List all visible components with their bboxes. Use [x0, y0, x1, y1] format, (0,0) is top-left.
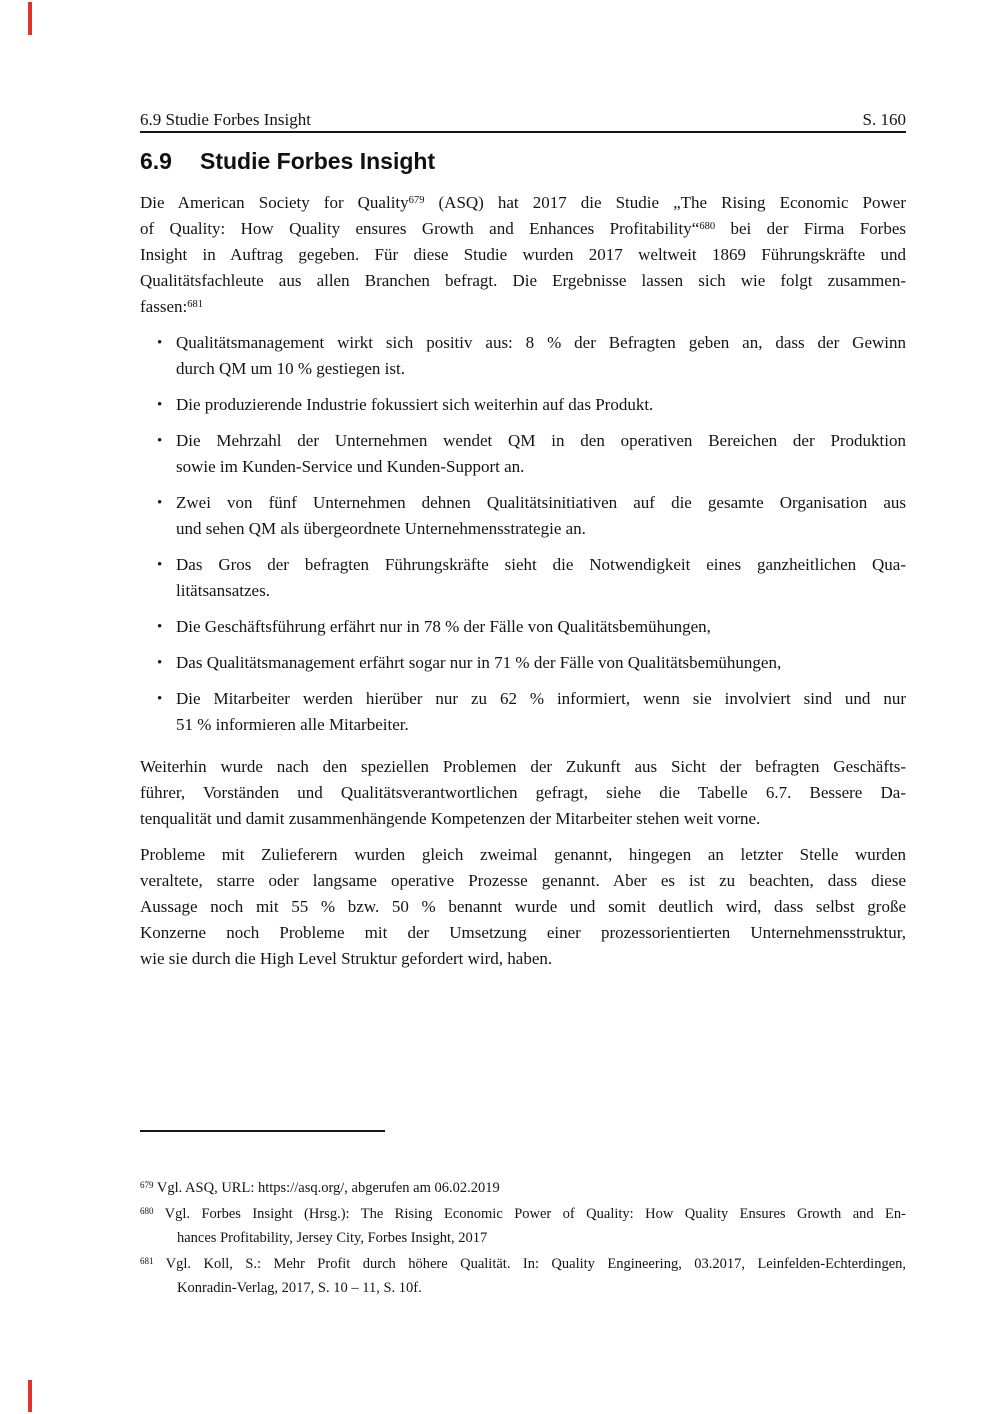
bullet-item	[140, 686, 906, 738]
bullet-icon: •	[157, 495, 163, 511]
running-header	[140, 110, 906, 130]
bullet-text: Die Mehrzahl der Unternehmen wendet QM in den operativen Bereichen der Produktion sowie im Kunden-Service und Kunden-Support an.	[176, 431, 906, 476]
bullet-item	[140, 490, 906, 542]
footnote-679: $^{679}$ Vgl. ASQ, URL: https://asq.org/, abgerufen am 06.02.2019	[140, 1179, 500, 1196]
section-heading	[140, 147, 435, 175]
bullet-item	[140, 650, 906, 676]
running-header-page-number: S. 160	[862, 110, 906, 129]
bullet-item	[140, 392, 906, 418]
bullet-icon: •	[157, 397, 163, 413]
bullet-icon: •	[157, 433, 163, 449]
page-edge-mark-bottom	[28, 1380, 32, 1412]
footnote-680: $^{680}$ Vgl. Forbes Insight (Hrsg.): The Rising Economic Power of Quality: How Quality Ensures Growth and En- hances Profitability, Jersey City, Forbes Insight, 2017	[140, 1205, 906, 1246]
bullet-text: Die Geschäftsführung erfährt nur in 78 % der Fälle von Qualitätsbemühungen,	[176, 617, 711, 636]
bullet-list	[140, 330, 906, 748]
bullet-text: Das Gros der befragten Führungskräfte sieht die Notwendigkeit eines ganzheitlichen Qua- litätsansatzes.	[176, 555, 906, 600]
bullet-text: Das Qualitätsmanagement erfährt sogar nur in 71 % der Fälle von Qualitätsbemühungen,	[176, 653, 782, 672]
bullet-text: Qualitätsmanagement wirkt sich positiv aus: 8 % der Befragten geben an, dass der Gewinn durch QM um 10 % gestiegen ist.	[176, 333, 906, 378]
bullet-icon: •	[157, 619, 163, 635]
page-edge-mark-top	[28, 2, 32, 35]
paragraph-supplier-problems: Probleme mit Zulieferern wurden gleich zweimal genannt, hingegen an letzter Stelle wurden veraltete, starre oder langsame operative Prozesse genannt. Aber es ist zu beachten, dass diese Aussage noch mit 55 % bzw. 50 % benannt wurde und somit deutlich wird, dass selbst große Konzerne noch Probleme mit der Umsetzung einer prozessorientierten Unternehmensstruktur, wie sie durch die High Level Struktur gefordert wird, haben.	[140, 845, 906, 968]
section-title: Studie Forbes Insight	[200, 148, 436, 174]
section-number: 6.9	[140, 148, 172, 174]
bullet-item	[140, 428, 906, 480]
bullet-text: Die Mitarbeiter werden hierüber nur zu 62 % informiert, wenn sie involviert sind und nur 51 % informieren alle Mitarbeiter.	[176, 689, 906, 734]
bullet-icon: •	[157, 691, 163, 707]
bullet-text: Zwei von fünf Unternehmen dehnen Qualitätsinitiativen auf die gesamte Organisation aus und sehen QM als übergeordnete Unternehmensstrategie an.	[176, 493, 906, 538]
header-rule	[140, 131, 906, 133]
running-header-title: 6.9 Studie Forbes Insight	[140, 110, 311, 129]
intro-paragraph: Die American Society for Quality$^{679}$ (ASQ) hat 2017 die Studie „The Rising Economic Power of Quality: How Quality ensures Growth and Enhances Profitability“$^{680}$ bei der Firma Forbes Insight in Auftrag gegeben. Für diese Studie wurden 2017 weltweit 1869 Führungskräfte und Qualitätsfachleute aus allen Branchen befragt. Die Ergebnisse lassen sich wie folgt zusammen- fassen:$^{681}$	[140, 193, 907, 316]
bullet-text: Die produzierende Industrie fokussiert sich weiterhin auf das Produkt.	[176, 395, 654, 414]
footnotes	[140, 1176, 906, 1302]
footnote-separator	[140, 1130, 385, 1132]
bullet-icon: •	[157, 655, 163, 671]
bullet-icon: •	[157, 557, 163, 573]
bullet-item	[140, 552, 906, 604]
bullet-item	[140, 614, 906, 640]
bullet-item	[140, 330, 906, 382]
bullet-icon: •	[157, 335, 163, 351]
footnote-681: $^{681}$ Vgl. Koll, S.: Mehr Profit durch höhere Qualität. In: Quality Engineering, 03.2017, Leinfelden-Echterdingen, Konradin-Verlag, 2017, S. 10 – 11, S. 10f.	[140, 1255, 907, 1296]
paragraph-future-problems: Weiterhin wurde nach den speziellen Problemen der Zukunft aus Sicht der befragten Geschäfts- führer, Vorständen und Qualitätsverantwortlichen gefragt, siehe die Tabelle 6.7. Bessere Da- tenqualität und damit zusammenhängende Kompetenzen der Mitarbeiter stehen weit vorne.	[140, 757, 906, 828]
